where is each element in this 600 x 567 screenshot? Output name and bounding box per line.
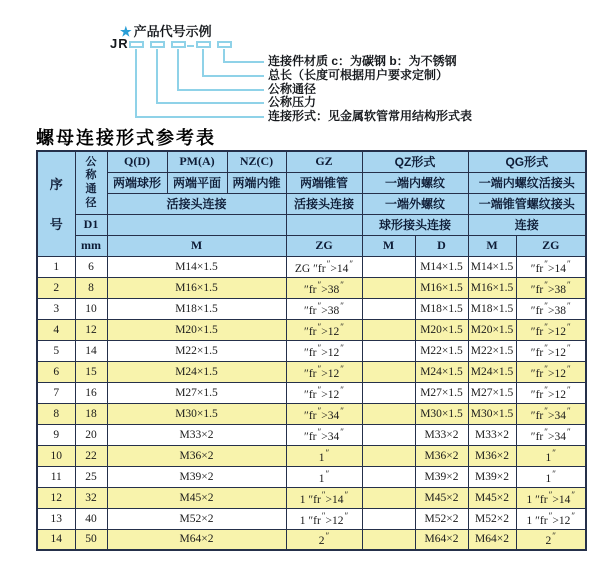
header-qg-desc: 一端内螺纹活接头 xyxy=(468,172,586,193)
callout-diameter: 公称通径 xyxy=(268,82,317,96)
cell-thread-m: M14×1.5 xyxy=(107,256,286,277)
cell-seq: 6 xyxy=(37,361,75,382)
cell-dn: 6 xyxy=(75,256,107,277)
star-icon: ★ xyxy=(120,24,132,39)
cell-qg-zg: ″fr″>12″ xyxy=(516,319,586,340)
cell-qg-zg: ″fr″>14″ xyxy=(516,256,586,277)
callout-line xyxy=(135,49,137,118)
header-q-desc: 两端球形 xyxy=(107,172,167,193)
table-row xyxy=(37,466,586,487)
cell-qz-m xyxy=(362,361,415,382)
diagram-title-text: 产品代号示例 xyxy=(133,24,212,39)
cell-thread-m: M20×1.5 xyxy=(107,319,286,340)
cell-thread-m: M18×1.5 xyxy=(107,298,286,319)
callout-connection: 连接形式：见金属软管常用结构形式表 xyxy=(268,109,473,123)
cell-qg-m: M20×1.5 xyxy=(468,319,516,340)
cell-qz-m xyxy=(362,277,415,298)
cell-seq: 4 xyxy=(37,319,75,340)
cell-qg-m: M45×2 xyxy=(468,487,516,508)
cell-thread-m: M24×1.5 xyxy=(107,361,286,382)
cell-seq: 9 xyxy=(37,424,75,445)
cell-qg-m: M14×1.5 xyxy=(468,256,516,277)
cell-dn: 8 xyxy=(75,277,107,298)
cell-gz: 2″ xyxy=(286,529,362,550)
cell-qz-m xyxy=(362,529,415,550)
cell-gz: ZG ″fr″>14″ xyxy=(286,256,362,277)
cell-qg-zg: ″fr″>12″ xyxy=(516,361,586,382)
table-row xyxy=(37,508,586,529)
header-qg-desc2: 一端锥管螺纹接头 xyxy=(468,193,586,214)
cell-qg-zg: ″fr″>38″ xyxy=(516,277,586,298)
code-segment-box xyxy=(129,41,144,48)
header-gz-desc: 两端锥管 xyxy=(286,172,362,193)
cell-qg-zg: 1 ″fr″>12″ xyxy=(516,508,586,529)
cell-qg-m: M22×1.5 xyxy=(468,340,516,361)
table-row xyxy=(37,445,586,466)
header-gz-connect: 活接头连接 xyxy=(286,193,362,214)
table-header xyxy=(37,151,586,256)
cell-qg-m: M64×2 xyxy=(468,529,516,550)
cell-seq: 2 xyxy=(37,277,75,298)
table-row xyxy=(37,529,586,550)
cell-qz-d: M33×2 xyxy=(415,424,468,445)
cell-qg-zg: 2″ xyxy=(516,529,586,550)
cell-qz-d: M20×1.5 xyxy=(415,319,468,340)
code-segment-box xyxy=(196,41,211,48)
cell-qz-d: M27×1.5 xyxy=(415,382,468,403)
table-row xyxy=(37,361,586,382)
cell-thread-m: M27×1.5 xyxy=(107,382,286,403)
cell-seq: 13 xyxy=(37,508,75,529)
cell-dn: 20 xyxy=(75,424,107,445)
cell-thread-m: M36×2 xyxy=(107,445,286,466)
header-qz-ball-connect: 球形接头连接 xyxy=(362,214,468,235)
header-col-m: M xyxy=(107,235,286,256)
cell-gz: ″fr″>34″ xyxy=(286,403,362,424)
cell-dn: 15 xyxy=(75,361,107,382)
cell-seq: 11 xyxy=(37,466,75,487)
cell-qg-zg: ″fr″>38″ xyxy=(516,298,586,319)
cell-gz: ″fr″>12″ xyxy=(286,319,362,340)
cell-qz-m xyxy=(362,382,415,403)
cell-seq: 1 xyxy=(37,256,75,277)
header-unit-mm: mm xyxy=(75,235,107,256)
cell-seq: 7 xyxy=(37,382,75,403)
header-form-gz: GZ xyxy=(286,151,362,172)
header-qz-desc: 一端内螺纹 xyxy=(362,172,468,193)
cell-qz-m xyxy=(362,445,415,466)
cell-thread-m: M45×2 xyxy=(107,487,286,508)
cell-qg-m: M39×2 xyxy=(468,466,516,487)
cell-seq: 8 xyxy=(37,403,75,424)
header-form-nz: NZ(C) xyxy=(227,151,286,172)
cell-qz-d: M22×1.5 xyxy=(415,340,468,361)
cell-thread-m: M64×2 xyxy=(107,529,286,550)
code-segment-box xyxy=(150,41,165,48)
cell-qz-d: M30×1.5 xyxy=(415,403,468,424)
cell-dn: 32 xyxy=(75,487,107,508)
table-row xyxy=(37,298,586,319)
code-segment-box xyxy=(171,41,186,48)
cell-seq: 10 xyxy=(37,445,75,466)
header-form-qg: QG形式 xyxy=(468,151,586,172)
callout-material: 连接件材质 c：为碳钢 b：为不锈钢 xyxy=(268,54,457,68)
header-form-pm: PM(A) xyxy=(167,151,227,172)
cell-qg-m: M52×2 xyxy=(468,508,516,529)
nut-connection-table xyxy=(36,150,587,551)
header-col-zg: ZG xyxy=(286,235,362,256)
cell-qg-zg: 1″ xyxy=(516,466,586,487)
table-title: 螺母连接形式参考表 xyxy=(36,128,216,149)
cell-seq: 3 xyxy=(37,298,75,319)
cell-qz-d: M36×2 xyxy=(415,445,468,466)
header-empty-gz xyxy=(286,214,362,235)
cell-dn: 18 xyxy=(75,403,107,424)
cell-gz: ″fr″>38″ xyxy=(286,277,362,298)
cell-qz-m xyxy=(362,298,415,319)
callout-line xyxy=(202,49,204,77)
diagram-title xyxy=(120,21,212,40)
table-row xyxy=(37,319,586,340)
table-row xyxy=(37,256,586,277)
cell-gz: ″fr″>34″ xyxy=(286,424,362,445)
cell-qz-d: M39×2 xyxy=(415,466,468,487)
cell-seq: 5 xyxy=(37,340,75,361)
callout-line xyxy=(223,61,264,63)
cell-gz: ″fr″>12″ xyxy=(286,340,362,361)
header-pm-desc: 两端平面 xyxy=(167,172,227,193)
cell-qz-d: M24×1.5 xyxy=(415,361,468,382)
cell-thread-m: M39×2 xyxy=(107,466,286,487)
cell-dn: 12 xyxy=(75,319,107,340)
cell-thread-m: M22×1.5 xyxy=(107,340,286,361)
cell-qz-m xyxy=(362,403,415,424)
cell-seq: 14 xyxy=(37,529,75,550)
cell-qz-m xyxy=(362,466,415,487)
callout-length: 总长（长度可根据用户要求定制） xyxy=(268,68,449,82)
cell-qz-m xyxy=(362,487,415,508)
cell-qg-m: M16×1.5 xyxy=(468,277,516,298)
callout-line xyxy=(177,49,179,91)
cell-seq: 12 xyxy=(37,487,75,508)
cell-qz-m xyxy=(362,340,415,361)
cell-thread-m: M33×2 xyxy=(107,424,286,445)
cell-gz: ″fr″>12″ xyxy=(286,382,362,403)
cell-qz-d: M45×2 xyxy=(415,487,468,508)
cell-qz-m xyxy=(362,256,415,277)
header-qz-desc2: 一端外螺纹 xyxy=(362,193,468,214)
code-dash xyxy=(187,45,194,47)
code-segment-box xyxy=(217,41,232,48)
cell-qz-m xyxy=(362,424,415,445)
cell-gz: 1″ xyxy=(286,445,362,466)
cell-qg-m: M30×1.5 xyxy=(468,403,516,424)
cell-qg-m: M18×1.5 xyxy=(468,298,516,319)
header-empty-left xyxy=(107,214,286,235)
table-row xyxy=(37,424,586,445)
cell-dn: 10 xyxy=(75,298,107,319)
table-row xyxy=(37,277,586,298)
cell-qz-m xyxy=(362,319,415,340)
callout-line xyxy=(156,102,264,104)
cell-qz-m xyxy=(362,508,415,529)
header-form-q: Q(D) xyxy=(107,151,167,172)
cell-qz-d: M14×1.5 xyxy=(415,256,468,277)
table-row xyxy=(37,382,586,403)
header-nz-desc: 两端内锥 xyxy=(227,172,286,193)
cell-thread-m: M30×1.5 xyxy=(107,403,286,424)
cell-gz: 1″ xyxy=(286,466,362,487)
cell-qg-zg: ″fr″>34″ xyxy=(516,424,586,445)
table-row xyxy=(37,340,586,361)
table-body xyxy=(37,256,586,550)
header-union-connect: 活接头连接 xyxy=(107,193,286,214)
cell-gz: ″fr″>12″ xyxy=(286,361,362,382)
cell-qg-zg: ″fr″>12″ xyxy=(516,340,586,361)
cell-qg-m: M36×2 xyxy=(468,445,516,466)
callout-pressure: 公称压力 xyxy=(268,95,317,109)
code-prefix: JR xyxy=(110,36,129,51)
header-d1: D1 xyxy=(75,214,107,235)
cell-qg-m: M24×1.5 xyxy=(468,361,516,382)
header-col-qg-m: M xyxy=(468,235,516,256)
callout-line xyxy=(156,49,158,104)
cell-dn: 25 xyxy=(75,466,107,487)
cell-qg-zg: 1″ xyxy=(516,445,586,466)
header-col-qz-d: D xyxy=(415,235,468,256)
cell-dn: 40 xyxy=(75,508,107,529)
cell-dn: 14 xyxy=(75,340,107,361)
cell-qg-zg: 1 ″fr″>14″ xyxy=(516,487,586,508)
callout-line xyxy=(202,75,264,77)
cell-dn: 22 xyxy=(75,445,107,466)
cell-thread-m: M52×2 xyxy=(107,508,286,529)
cell-qz-d: M18×1.5 xyxy=(415,298,468,319)
header-qg-connect: 连接 xyxy=(468,214,586,235)
cell-dn: 50 xyxy=(75,529,107,550)
header-form-qz: QZ形式 xyxy=(362,151,468,172)
cell-dn: 16 xyxy=(75,382,107,403)
table-row xyxy=(37,487,586,508)
cell-qg-m: M33×2 xyxy=(468,424,516,445)
table-row xyxy=(37,403,586,424)
header-col-qg-zg: ZG xyxy=(516,235,586,256)
cell-qg-m: M27×1.5 xyxy=(468,382,516,403)
cell-qz-d: M16×1.5 xyxy=(415,277,468,298)
cell-qg-zg: ″fr″>12″ xyxy=(516,382,586,403)
cell-qg-zg: ″fr″>34″ xyxy=(516,403,586,424)
cell-qz-d: M64×2 xyxy=(415,529,468,550)
header-seq: 序 号 xyxy=(37,151,75,256)
cell-gz: 1 ″fr″>14″ xyxy=(286,487,362,508)
header-col-qz-m: M xyxy=(362,235,415,256)
cell-gz: ″fr″>38″ xyxy=(286,298,362,319)
cell-qz-d: M52×2 xyxy=(415,508,468,529)
header-dn: 公 称 通 径 xyxy=(75,151,107,214)
callout-line xyxy=(135,116,264,118)
callout-line xyxy=(177,89,264,91)
cell-gz: 1 ″fr″>12″ xyxy=(286,508,362,529)
cell-thread-m: M16×1.5 xyxy=(107,277,286,298)
